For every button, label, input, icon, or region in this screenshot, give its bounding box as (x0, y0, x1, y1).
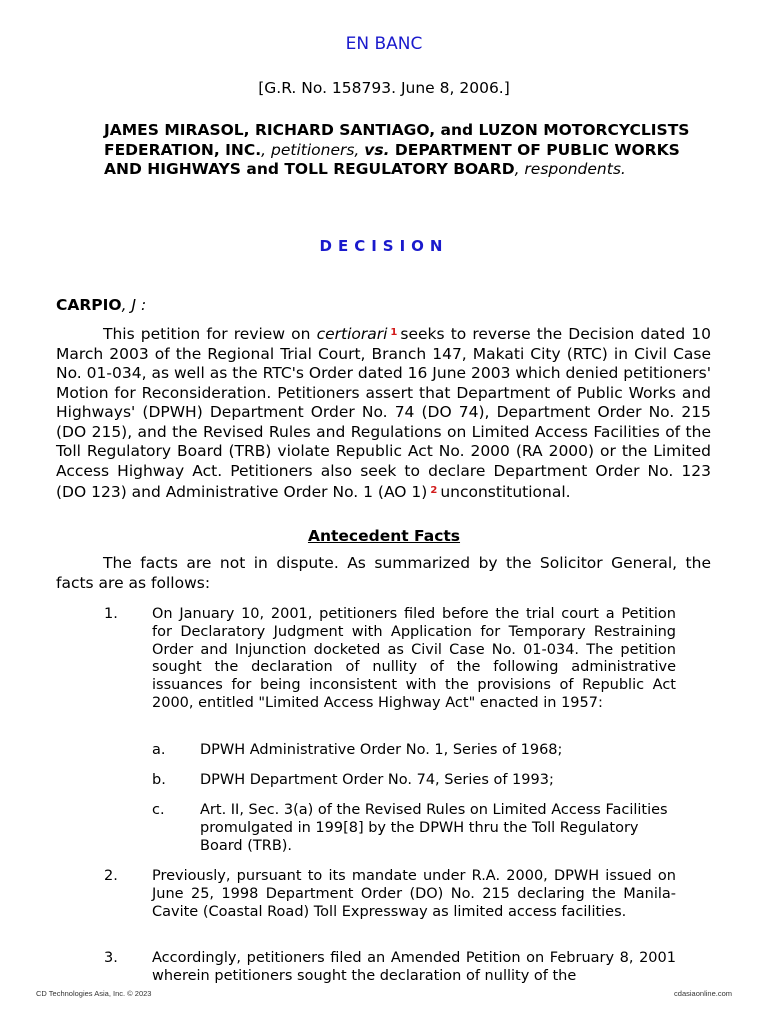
intro-text-2: seeks to reverse the Decision dated 10 March 2003 of the Regional Trial Court, Branch 147, Makati City (RTC) in Civil Case No. 01-034, as well as the RTC's Order dated 16 June 2003 which denied petitioners' Motion for Reconsideration. Petitioners assert that Department of Public Works and Highways' (DPWH) Department Order No. 74 (DO 74), Department Order No. 215 (DO 215), and the Revised Rules and Regulations on Limited Access Facilities of the Toll Regulatory Board (TRB) violate Republic Act No. 2000 (RA 2000) or the Limited Access Highway Act. Petitioners also seek to declare Department Order No. 123 (DO 123) and Administrative Order No. 1 (AO 1) (56, 325, 712, 501)
ponente-suffix: , J : (121, 296, 147, 314)
versus-label: vs. (364, 140, 390, 159)
facts-item-3 (104, 950, 676, 986)
facts-subitem-a (152, 742, 672, 760)
respondents-names: DEPARTMENT OF PUBLIC WORKS AND HIGHWAYS and TOLL REGULATORY BOARD (104, 140, 680, 178)
list-number: 2. (104, 868, 118, 884)
list-text: DPWH Department Order No. 74, Series of 1993; (200, 772, 554, 788)
intro-text-3: unconstitutional. (440, 483, 571, 501)
petitioners-names: JAMES MIRASOL, RICHARD SANTIAGO, and LUZON MOTORCYCLISTS FEDERATION, INC. (104, 121, 690, 159)
case-number: [G.R. No. 158793. June 8, 2006.] (258, 79, 510, 97)
list-text: On January 10, 2001, petitioners filed before the trial court a Petition for Declaratory Judgment with Application for Temporary Restraining Order and Injunction docketed as Civil Case No. 01-034. The petition sought the declaration of nullity of the following administrative issuances for being inconsistent with the provisions of Republic Act 2000, entitled "Limited Access Highway Act" enacted in 1957: (152, 606, 676, 711)
case-parties (104, 121, 704, 180)
footer-publisher: CD Technologies Asia, Inc. © 2023 (36, 989, 152, 998)
intro-text-1: This petition for review on (103, 325, 317, 343)
footnote-ref-1[interactable]: 1 (390, 327, 398, 338)
petitioners-label: , petitioners, (261, 140, 365, 159)
list-number: 3. (104, 950, 118, 966)
footnote-ref-2[interactable]: 2 (430, 485, 438, 496)
ponente-name: CARPIO (56, 296, 122, 314)
facts-item-2 (104, 868, 676, 921)
list-text: Art. II, Sec. 3(a) of the Revised Rules on Limited Access Facilities promulgated in 199[8] by the DPWH thru the Toll Regulatory Board (TRB). (200, 802, 668, 854)
list-letter: c. (152, 802, 165, 818)
footer-website[interactable]: cdasiaonline.com (674, 989, 732, 998)
facts-subitem-b (152, 772, 672, 790)
list-letter: b. (152, 772, 166, 788)
list-text: DPWH Administrative Order No. 1, Series of 1968; (200, 742, 563, 758)
facts-intro: The facts are not in dispute. As summarized by the Solicitor General, the facts are as follows: (56, 554, 711, 592)
court-heading: EN BANC (345, 34, 423, 54)
list-number: 1. (104, 606, 118, 622)
decision-heading: DECISION (319, 237, 449, 255)
facts-item-1 (104, 606, 676, 713)
list-letter: a. (152, 742, 166, 758)
list-text: Previously, pursuant to its mandate under R.A. 2000, DPWH issued on June 25, 1998 Department Order (DO) No. 215 declaring the Manila-Cavite (Coastal Road) Toll Expressway as limited access facilities. (152, 868, 676, 920)
ponente-line (56, 296, 146, 315)
antecedent-facts-heading: Antecedent Facts (307, 527, 461, 545)
facts-subitem-c (152, 802, 672, 855)
intro-paragraph (56, 323, 711, 503)
list-text: Accordingly, petitioners filed an Amended Petition on February 8, 2001 wherein petitioners sought the declaration of nullity of the (152, 950, 676, 984)
respondents-label: , respondents. (514, 160, 626, 178)
certiorari-term: certiorari (316, 325, 388, 343)
